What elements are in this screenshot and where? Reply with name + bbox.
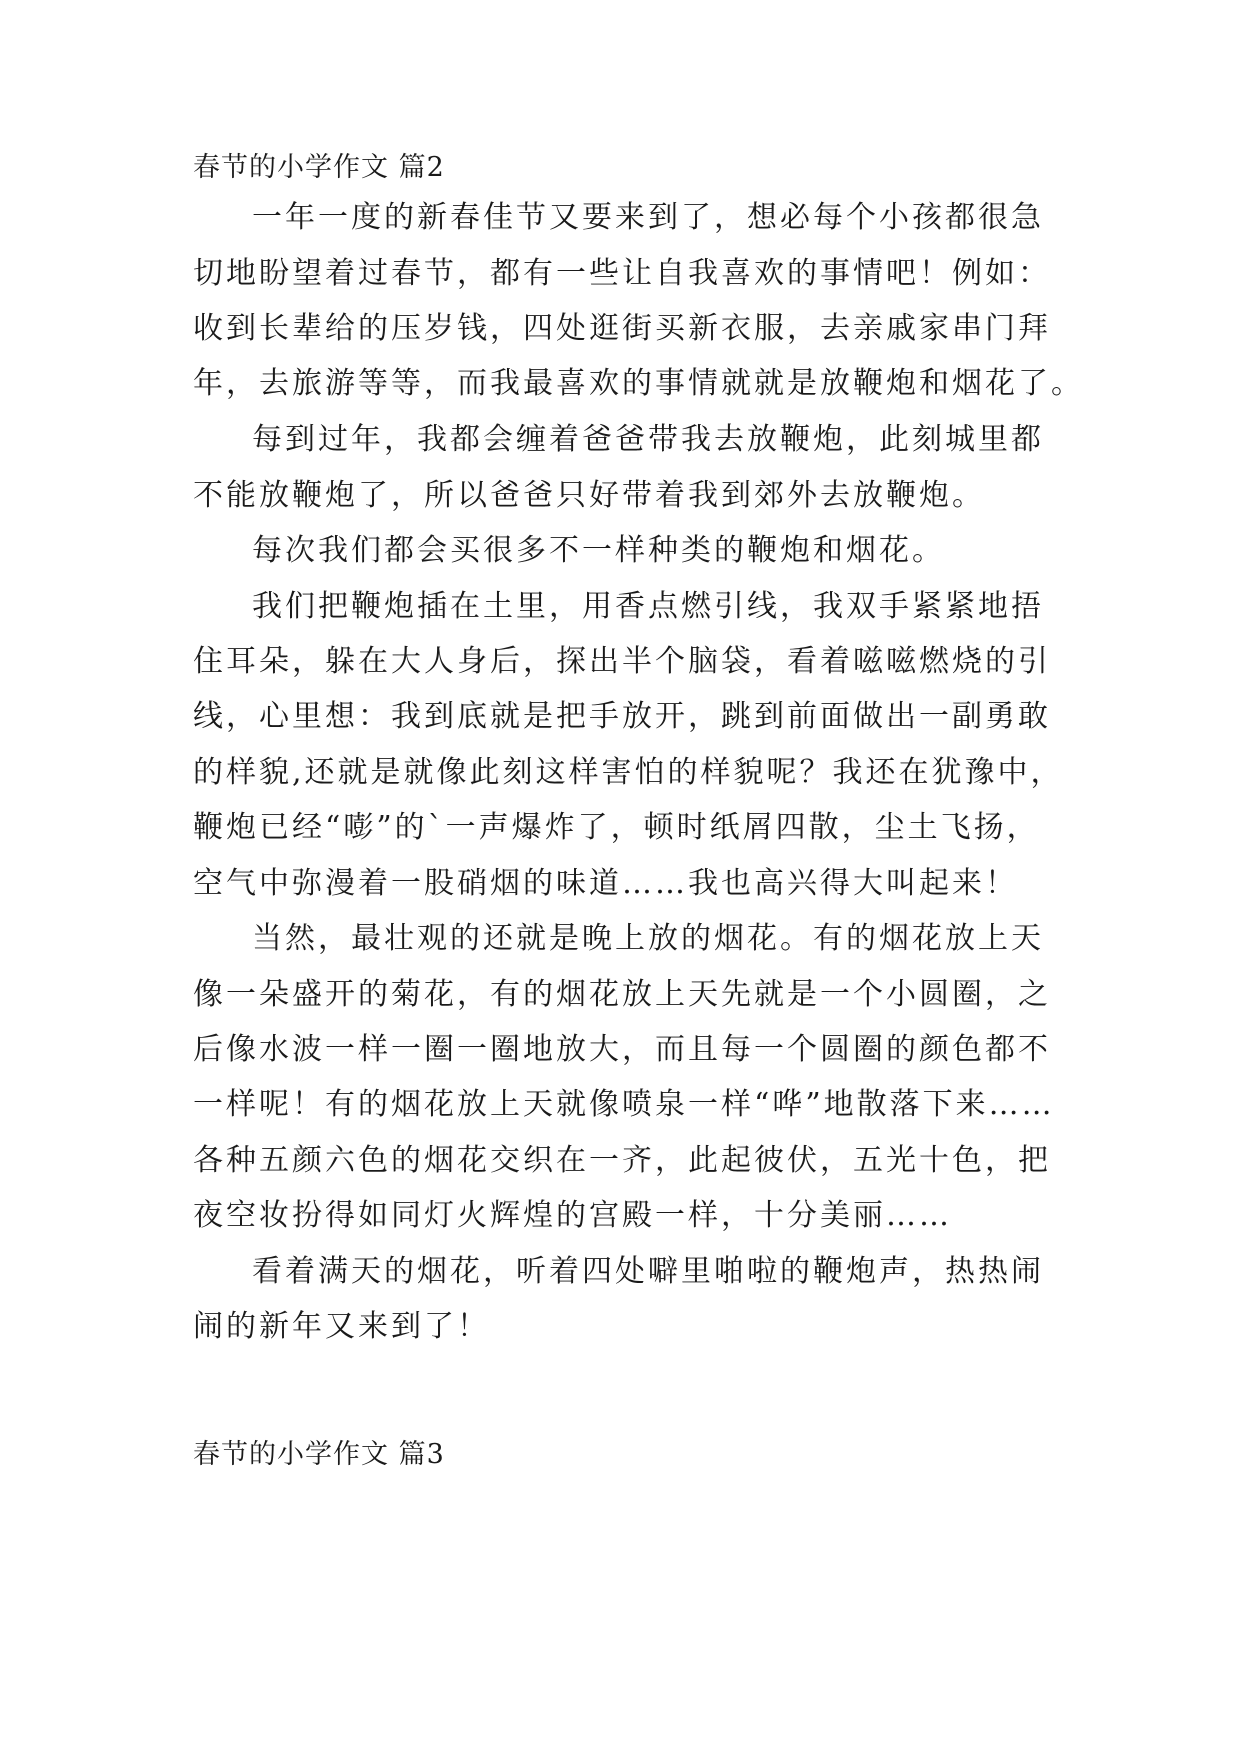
- paragraph-line: 当然，最壮观的还就是晚上放的烟花。有的烟花放上天: [252, 921, 1044, 956]
- paragraph-line: 年，去旅游等等，而我最喜欢的事情就就是放鞭炮和烟花了。: [193, 366, 1084, 401]
- paragraph-line: 空气中弥漫着一股硝烟的味道……我也高兴得大叫起来！: [193, 866, 1018, 901]
- paragraph-line: 闹的新年又来到了！: [193, 1309, 490, 1344]
- paragraph-line: 每到过年，我都会缠着爸爸带我去放鞭炮，此刻城里都: [252, 422, 1044, 457]
- paragraph-line: 后像水波一样一圈一圈地放大，而且每一个圆圈的颜色都不: [193, 1032, 1051, 1067]
- paragraph-line: 鞭炮已经“嘭”的`一声爆炸了，顿时纸屑四散，尘土飞扬，: [193, 810, 1040, 845]
- paragraph-line: 看着满天的烟花，听着四处噼里啪啦的鞭炮声，热热闹: [252, 1254, 1044, 1289]
- paragraph-line: 夜空妆扮得如同灯火辉煌的宫殿一样，十分美丽……: [193, 1198, 952, 1233]
- paragraph-line: 每次我们都会买很多不一样种类的鞭炮和烟花。: [252, 533, 945, 568]
- paragraph-line: 收到长辈给的压岁钱，四处逛街买新衣服，去亲戚家串门拜: [193, 311, 1051, 346]
- paragraph-line: 像一朵盛开的菊花，有的烟花放上天先就是一个小圆圈，之: [193, 977, 1051, 1012]
- paragraph-line: 一年一度的新春佳节又要来到了，想必每个小孩都很急: [252, 200, 1044, 235]
- paragraph-line: 我们把鞭炮插在土里，用香点燃引线，我双手紧紧地捂: [252, 589, 1044, 624]
- paragraph-line: 切地盼望着过春节，都有一些让自我喜欢的事情吧！例如：: [193, 256, 1051, 291]
- paragraph-line: 住耳朵，躲在大人身后，探出半个脑袋，看着嗞嗞燃烧的引: [193, 644, 1051, 679]
- paragraph-line: 的样貌,还就是就像此刻这样害怕的样貌呢？我还在犹豫中，: [193, 755, 1064, 790]
- paragraph-line: 各种五颜六色的烟花交织在一齐，此起彼伏，五光十色，把: [193, 1143, 1051, 1178]
- paragraph-line: 一样呢！有的烟花放上天就像喷泉一样“哗”地散落下来……: [193, 1087, 1055, 1122]
- section-heading-3: 春节的小学作文 篇3: [193, 1439, 445, 1470]
- paragraph-line: 不能放鞭炮了，所以爸爸只好带着我到郊外去放鞭炮。: [193, 478, 985, 513]
- paragraph-line: 线，心里想：我到底就是把手放开，跳到前面做出一副勇敢: [193, 699, 1051, 734]
- section-heading-2: 春节的小学作文 篇2: [193, 152, 445, 183]
